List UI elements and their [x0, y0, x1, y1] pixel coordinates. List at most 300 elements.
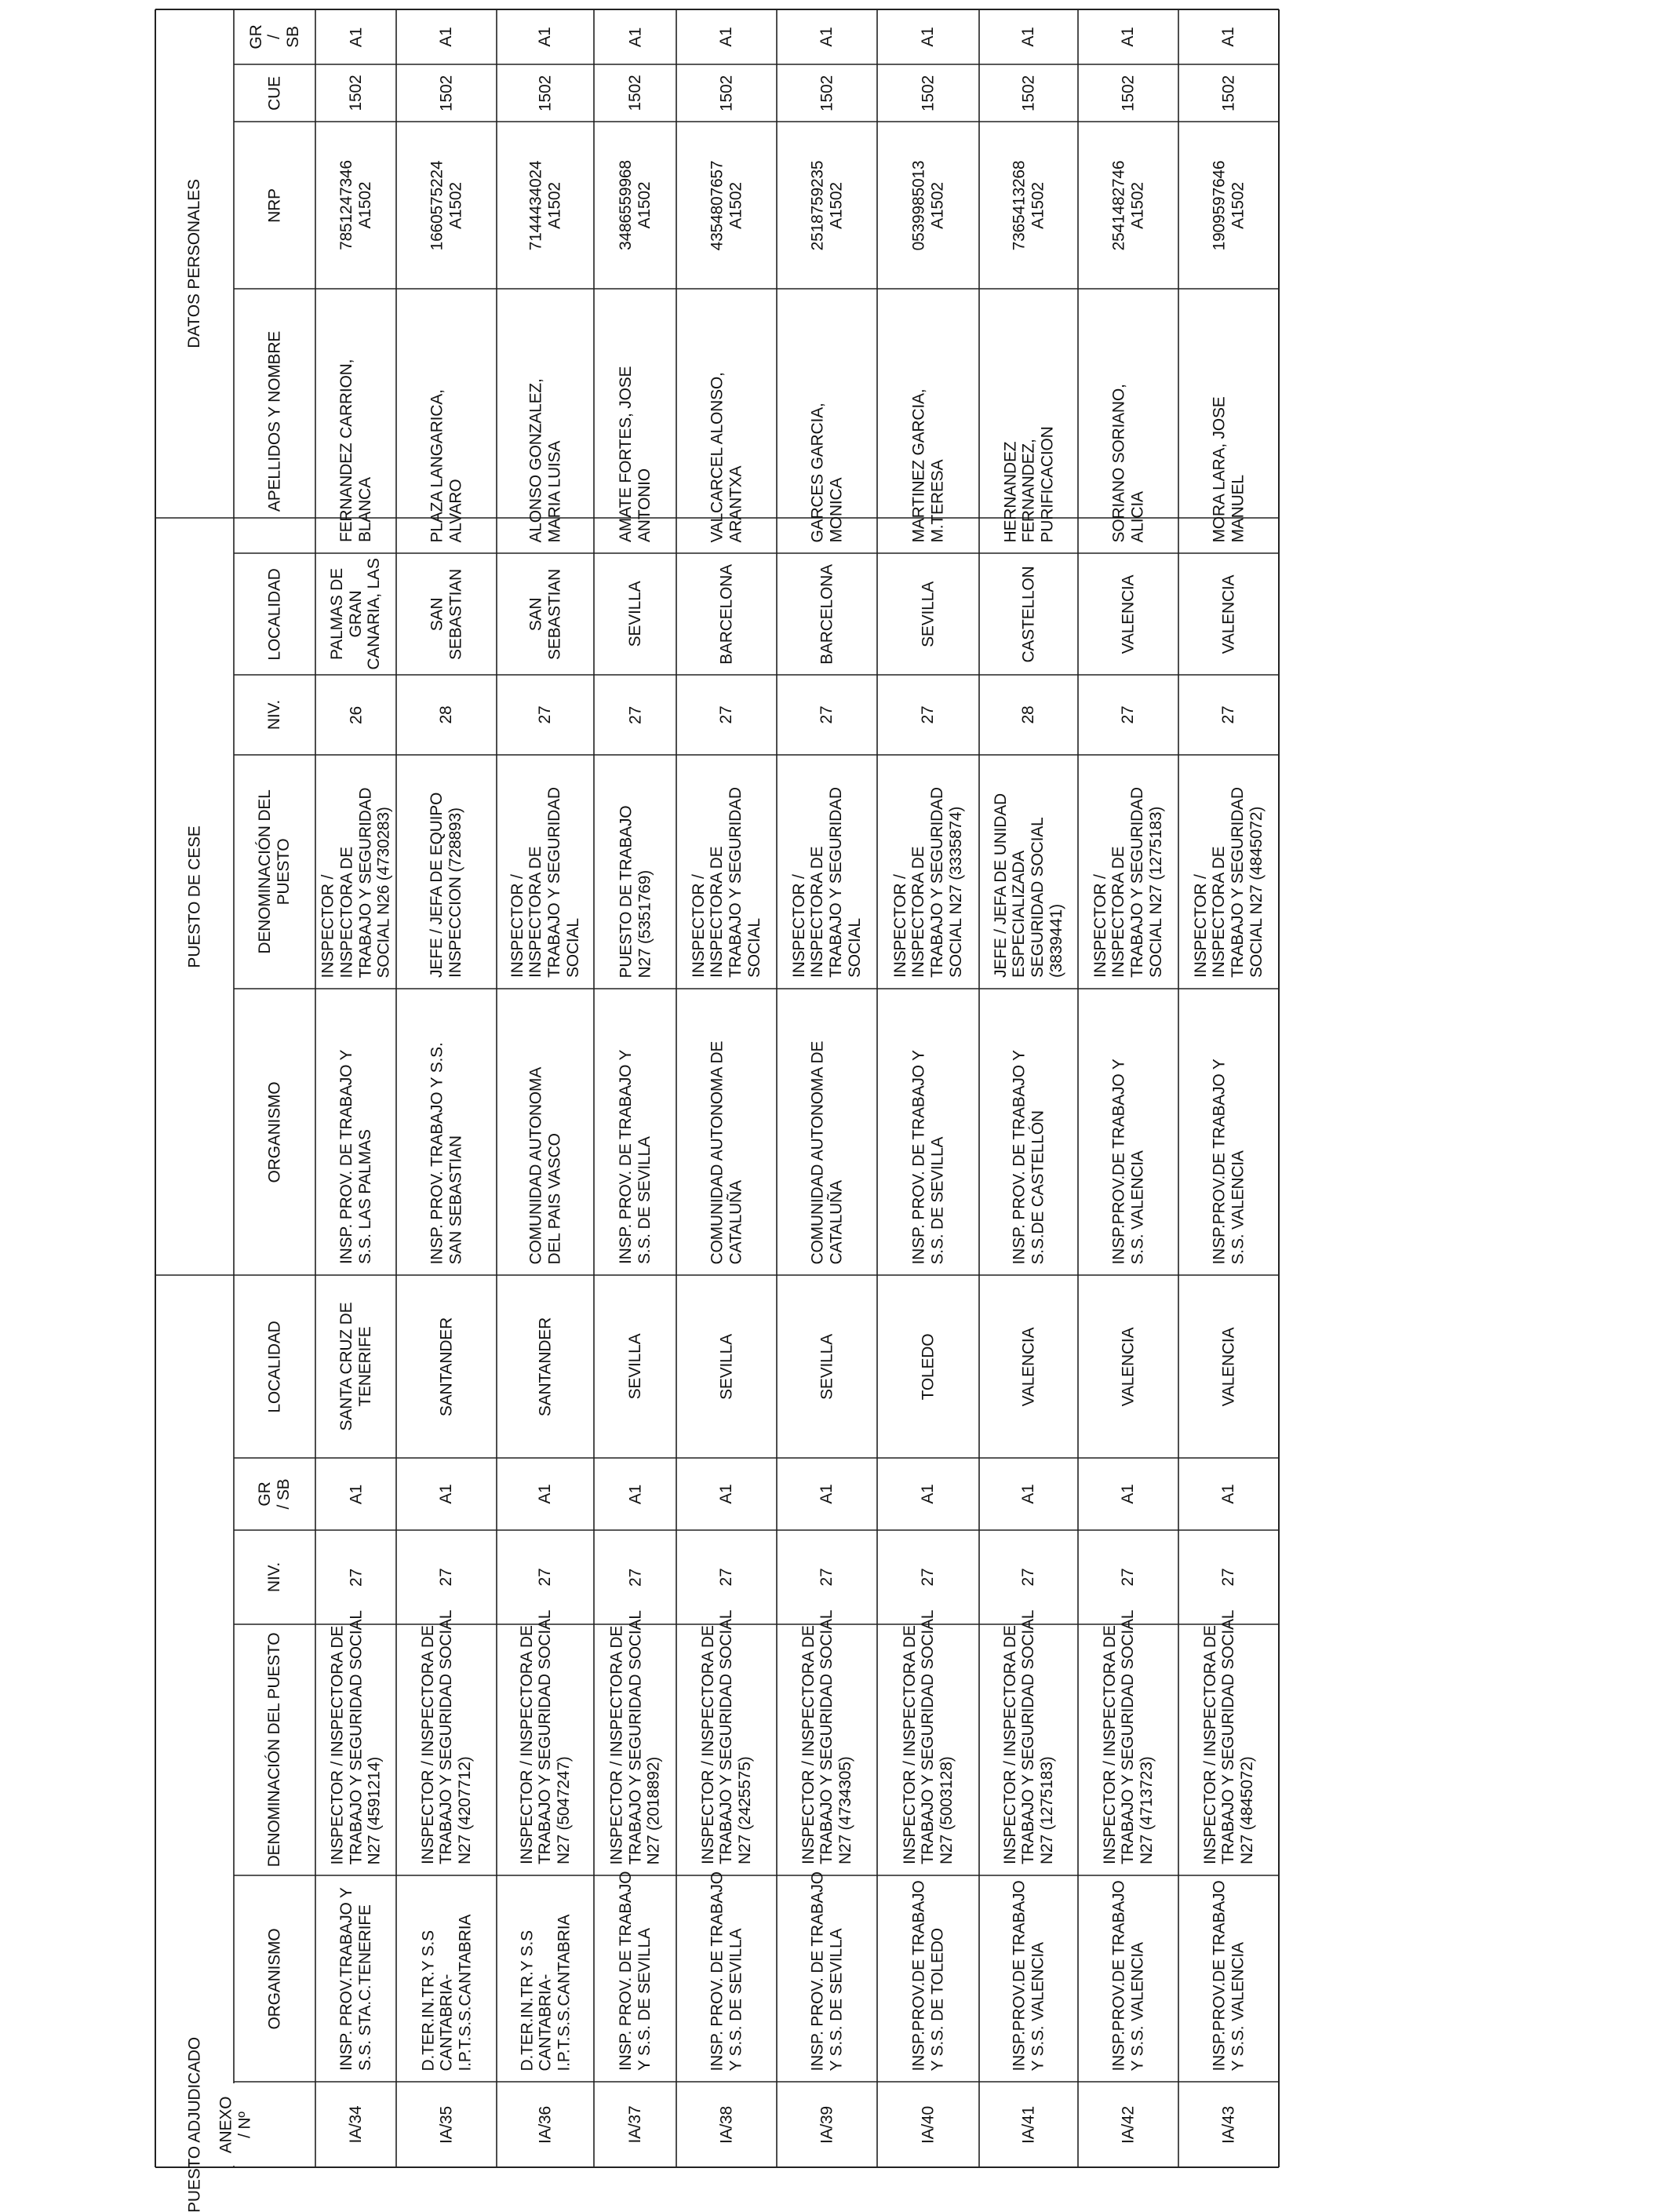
cell-cese-organismo-line: CATALUÑA	[827, 1179, 845, 1264]
cell-cue	[1078, 64, 1178, 122]
cell-adj-denominacion-line: TRABAJO Y SEGURIDAD SOCIAL	[1219, 1609, 1238, 1864]
cell-adj-organismo-line: CANTABRIA-	[437, 1973, 456, 2071]
cell-nrp-line: A1502	[446, 181, 464, 229]
cell-apellidos-line: GARCES GARCIA,	[808, 402, 827, 542]
cell-cese-denominacion-line: SOCIAL	[845, 918, 864, 978]
cell-cese-denominacion-line: INSPECTOR /	[789, 874, 808, 978]
cell-grsb-line: A1	[1219, 27, 1238, 47]
cell-apellidos-line: M.TERESA	[928, 459, 946, 542]
cell-cese-denominacion-line: INSPECTOR /	[890, 874, 909, 978]
cell-adj-denominacion	[315, 1609, 396, 1875]
column-header-cue-line: CUE	[265, 75, 284, 111]
cell-cese-denominacion	[396, 755, 497, 989]
cell-apellidos	[497, 289, 594, 553]
cell-adj-grsb-line: A1	[437, 1484, 456, 1504]
cell-cese-organismo	[676, 989, 777, 1275]
cell-cese-denominacion-line: INSPECTOR /	[689, 874, 708, 978]
cell-adj-niv	[676, 1530, 777, 1624]
cell-cese-niv	[676, 675, 777, 755]
cell-cese-denominacion-line: TRABAJO Y SEGURIDAD	[928, 787, 946, 978]
cell-adj-niv-line: 27	[717, 1568, 736, 1587]
cell-adj-organismo-line: INSP. PROV.TRABAJO Y	[337, 1887, 355, 2071]
cell-cese-denominacion	[979, 755, 1078, 989]
cell-cue	[979, 64, 1078, 122]
cell-cese-localidad-line: VALENCIA	[1219, 574, 1238, 654]
cell-adj-localidad	[497, 1275, 594, 1458]
cell-adj-organismo	[594, 1871, 676, 2082]
cell-adj-denominacion-line: INSPECTOR / INSPECTORA DE	[607, 1625, 626, 1864]
cell-cese-denominacion-line: INSPECTOR /	[319, 874, 337, 978]
cell-cese-localidad-line: SEBASTIAN	[446, 568, 464, 660]
cell-adj-grsb	[1078, 1458, 1178, 1530]
cell-cese-denominacion	[1178, 755, 1279, 989]
cell-adj-localidad	[315, 1275, 396, 1458]
cell-cese-organismo-line: INSP. PROV. DE TRABAJO Y	[909, 1049, 928, 1264]
cell-adj-niv-line: 27	[1119, 1568, 1138, 1587]
cell-nrp	[396, 122, 497, 289]
cell-cese-denominacion-line: SOCIAL N27 (3335874)	[946, 806, 965, 978]
cell-adj-organismo-line: D.TER.IN.TR.Y S.S	[418, 1930, 437, 2071]
cell-cese-denominacion-line: SOCIAL N27 (4845072)	[1247, 806, 1266, 978]
cell-adj-localidad	[777, 1275, 877, 1458]
cell-apellidos-line: FERNANDEZ,	[1019, 438, 1038, 542]
cell-adj-localidad-line: SANTA CRUZ DE	[337, 1302, 355, 1431]
cell-cese-denominacion-line: N27 (5351769)	[635, 869, 654, 978]
cell-adj-denominacion-line: TRABAJO Y SEGURIDAD SOCIAL	[717, 1609, 736, 1864]
cell-nrp-line: 1660575224	[428, 160, 446, 250]
cell-adj-grsb	[979, 1458, 1078, 1530]
cell-adj-grsb	[777, 1458, 877, 1530]
cell-adj-denominacion-line: N27 (4207712)	[455, 1756, 474, 1864]
column-header-adj-localidad-line: LOCALIDAD	[265, 1320, 284, 1413]
cell-nrp	[1178, 122, 1279, 289]
cell-nrp-line: 7365413268	[1010, 160, 1029, 250]
cell-cese-organismo-line: INSP. PROV. TRABAJO Y S.S.	[428, 1041, 446, 1264]
column-header-anexo-line: ANEXO	[217, 2096, 235, 2153]
cell-adj-denominacion	[396, 1609, 497, 1875]
cell-anexo-line: IA/36	[536, 2105, 555, 2144]
cell-cue-line: 1502	[536, 75, 555, 111]
cell-cese-organismo-line: INSP. PROV. DE TRABAJO Y	[1010, 1049, 1029, 1264]
cell-cese-niv	[1178, 675, 1279, 755]
cell-grsb-line: A1	[536, 27, 555, 47]
cell-nrp-line: A1502	[727, 181, 745, 229]
cell-cue-line: 1502	[1219, 75, 1238, 111]
cell-cese-niv	[777, 675, 877, 755]
cell-cese-organismo-line: INSP.PROV.DE TRABAJO Y	[1109, 1058, 1128, 1264]
cell-adj-denominacion-line: INSPECTOR / INSPECTORA DE	[517, 1625, 536, 1864]
cell-adj-niv-line: 27	[1019, 1568, 1038, 1587]
cell-adj-localidad	[594, 1275, 676, 1458]
cell-adj-niv-line: 27	[818, 1568, 836, 1587]
cell-cese-denominacion-line: INSPECTORA DE	[337, 846, 355, 978]
cell-cese-denominacion-line: (3839441)	[1047, 904, 1065, 978]
cell-grsb-line: A1	[346, 27, 365, 47]
group-header-cese	[155, 518, 234, 1275]
column-header-adj-denominacion-line: DENOMINACIÓN DEL PUESTO	[265, 1632, 284, 1868]
column-header-cese-localidad	[234, 553, 315, 675]
cell-cese-organismo-line: DEL PAIS VASCO	[545, 1132, 563, 1264]
cell-apellidos-line: VALCARCEL ALONSO,	[708, 371, 727, 542]
cell-adj-organismo-line: INSP. PROV. DE TRABAJO	[808, 1871, 827, 2071]
cell-adj-localidad-line: VALENCIA	[1019, 1327, 1038, 1406]
cell-cese-denominacion	[676, 755, 777, 989]
cell-cese-denominacion-line: SEGURIDAD SOCIAL	[1029, 817, 1047, 978]
cell-adj-grsb-line: A1	[536, 1484, 555, 1504]
cell-adj-localidad	[877, 1275, 979, 1458]
cell-adj-localidad-line: TOLEDO	[919, 1333, 938, 1400]
cell-adj-niv-line: 27	[625, 1568, 644, 1587]
cell-cese-niv-line: 28	[1019, 705, 1038, 724]
cell-apellidos-line: ARANTXA	[727, 465, 745, 542]
cell-grsb-line: A1	[1119, 27, 1138, 47]
cell-cese-organismo	[1078, 989, 1178, 1275]
cell-adj-organismo-line: Y S.S. VALENCIA	[1229, 1941, 1247, 2071]
cell-cese-denominacion-line: TRABAJO Y SEGURIDAD	[727, 787, 745, 978]
cell-cese-denominacion-line: TRABAJO Y SEGURIDAD	[1229, 787, 1247, 978]
cell-adj-grsb-line: A1	[919, 1484, 938, 1504]
cell-nrp-line: A1502	[1229, 181, 1247, 229]
cell-cese-localidad-line: BARCELONA	[717, 563, 736, 665]
cell-nrp	[497, 122, 594, 289]
cell-cese-niv-line: 27	[625, 705, 644, 724]
cell-cese-localidad	[497, 553, 594, 675]
cell-adj-denominacion-line: N27 (1275183)	[1037, 1756, 1056, 1864]
cell-anexo-line: IA/34	[346, 2105, 365, 2144]
cell-apellidos-line: HERNANDEZ	[1000, 441, 1019, 542]
cell-cese-niv-line: 28	[437, 705, 456, 724]
cell-cese-denominacion-line: INSPECTORA DE	[909, 846, 928, 978]
cell-nrp	[979, 122, 1078, 289]
cell-anexo-line: IA/43	[1219, 2105, 1238, 2144]
cell-nrp-line: 2518759235	[808, 160, 827, 250]
cell-adj-grsb-line: A1	[1219, 1484, 1238, 1504]
cell-adj-niv	[877, 1530, 979, 1624]
cell-cese-organismo	[877, 989, 979, 1275]
cell-grsb	[979, 9, 1078, 64]
cell-adj-niv-line: 27	[437, 1568, 456, 1587]
cell-cese-organismo-line: CATALUÑA	[727, 1179, 745, 1264]
cell-cese-denominacion-line: TRABAJO Y SEGURIDAD	[827, 787, 845, 978]
column-header-adj-grsb-line: / SB	[275, 1478, 293, 1510]
cell-anexo	[877, 2082, 979, 2167]
cell-adj-grsb-line: A1	[1019, 1484, 1038, 1504]
cell-apellidos	[594, 289, 676, 553]
cell-cese-organismo-line: S.S. DE SEVILLA	[635, 1136, 654, 1264]
cell-adj-grsb	[594, 1458, 676, 1530]
cell-nrp-line: A1502	[1029, 181, 1047, 229]
cell-cese-niv-line: 26	[346, 705, 365, 724]
cell-adj-denominacion-line: INSPECTOR / INSPECTORA DE	[799, 1625, 818, 1864]
cell-nrp-line: A1502	[635, 181, 654, 229]
cell-cue-line: 1502	[346, 75, 365, 111]
cell-grsb	[497, 9, 594, 64]
cell-cese-denominacion-line: INSPECTORA DE	[708, 846, 727, 978]
cell-cese-organismo-line: SAN SEBASTIAN	[446, 1135, 464, 1264]
cell-anexo-line: IA/38	[717, 2105, 736, 2144]
cell-cese-organismo	[315, 989, 396, 1275]
cell-cue-line: 1502	[625, 75, 644, 111]
cell-cese-localidad-line: SAN	[428, 597, 446, 631]
cell-grsb-line: A1	[919, 27, 938, 47]
cell-anexo	[1078, 2082, 1178, 2167]
cell-adj-denominacion-line: N27 (4713723)	[1137, 1756, 1156, 1864]
cell-apellidos-line: FERNANDEZ CARRION,	[337, 359, 355, 542]
column-header-adj-niv	[234, 1530, 315, 1624]
column-header-cese-localidad-line: LOCALIDAD	[265, 567, 284, 661]
column-header-cese-denominacion	[234, 755, 315, 989]
cell-adj-localidad-line: SANTANDER	[437, 1317, 456, 1416]
cell-apellidos-line: AMATE FORTES, JOSE	[616, 366, 635, 542]
cell-adj-denominacion-line: TRABAJO Y SEGURIDAD SOCIAL	[1019, 1609, 1038, 1864]
cell-cese-denominacion	[877, 755, 979, 989]
cell-cue	[594, 64, 676, 122]
cell-cese-organismo-line: S.S.DE CASTELLÓN	[1029, 1110, 1047, 1264]
cell-nrp-line: 1909597646	[1210, 160, 1229, 250]
cell-apellidos-line: MARTINEZ GARCIA,	[909, 388, 928, 542]
cell-adj-niv	[777, 1530, 877, 1624]
column-header-nrp	[234, 122, 315, 289]
column-header-grsb-line: SB	[283, 26, 302, 48]
cell-adj-grsb-line: A1	[1119, 1484, 1138, 1504]
cell-adj-grsb	[676, 1458, 777, 1530]
cell-adj-localidad-line: VALENCIA	[1219, 1327, 1238, 1406]
cell-cese-localidad	[877, 553, 979, 675]
cell-adj-grsb	[315, 1458, 396, 1530]
cell-grsb-line: A1	[437, 27, 456, 47]
cell-adj-organismo	[1078, 1875, 1178, 2082]
cell-cese-localidad-line: SEBASTIAN	[545, 568, 563, 660]
cell-adj-denominacion-line: INSPECTOR / INSPECTORA DE	[1000, 1625, 1019, 1864]
cell-apellidos	[315, 289, 396, 553]
cell-cue	[315, 64, 396, 122]
cell-anexo	[315, 2082, 396, 2167]
column-header-adj-localidad	[234, 1275, 315, 1458]
cell-anexo-line: IA/35	[437, 2105, 456, 2144]
cell-adj-denominacion	[1178, 1609, 1279, 1875]
cell-anexo-line: IA/40	[919, 2105, 938, 2144]
cell-adj-denominacion-line: N27 (5003128)	[937, 1756, 956, 1864]
cell-adj-localidad-line: SEVILLA	[717, 1333, 736, 1400]
cell-cese-localidad-line: SEVILLA	[625, 581, 644, 647]
cell-grsb	[1078, 9, 1178, 64]
cell-adj-denominacion-line: INSPECTOR / INSPECTORA DE	[1200, 1625, 1219, 1864]
cell-adj-denominacion-line: INSPECTOR / INSPECTORA DE	[328, 1625, 347, 1864]
cell-cese-denominacion-line: INSPECTORA DE	[1109, 846, 1128, 978]
cell-adj-denominacion-line: N27 (4734305)	[836, 1756, 854, 1864]
cell-nrp	[1078, 122, 1178, 289]
cell-apellidos-line: BLANCA	[355, 477, 374, 542]
cell-adj-organismo-line: CANTABRIA-	[536, 1973, 555, 2071]
cell-apellidos-line: MONICA	[827, 477, 845, 542]
cell-cese-organismo	[497, 989, 594, 1275]
cell-nrp-line: 2541482746	[1109, 160, 1128, 250]
column-header-cese-organismo-line: ORGANISMO	[265, 1081, 284, 1183]
cell-adj-niv	[594, 1530, 676, 1624]
cell-adj-organismo-line: Y S.S. DE TOLEDO	[928, 1927, 946, 2071]
group-header-adjudicado-line: PUESTO ADJUDICADO	[185, 2036, 204, 2212]
cell-adj-denominacion-line: N27 (5047247)	[554, 1756, 573, 1864]
cell-adj-organismo-line: Y S.S. DE SEVILLA	[827, 1928, 845, 2071]
cell-apellidos	[676, 289, 777, 553]
cell-adj-organismo	[315, 1875, 396, 2082]
cell-adj-denominacion-line: INSPECTOR / INSPECTORA DE	[1100, 1625, 1119, 1864]
cell-adj-grsb	[1178, 1458, 1279, 1530]
cell-adj-denominacion	[497, 1609, 594, 1875]
cell-adj-denominacion-line: TRABAJO Y SEGURIDAD SOCIAL	[919, 1609, 938, 1864]
column-header-grsb	[234, 9, 315, 64]
cell-adj-organismo	[497, 1875, 594, 2082]
cell-adj-organismo-line: S.S. STA.C.TENERIFE	[355, 1904, 374, 2071]
cell-cese-localidad	[1078, 553, 1178, 675]
cell-cese-denominacion-line: ESPECIALIZADA	[1010, 851, 1029, 978]
cell-adj-niv-line: 27	[536, 1568, 555, 1587]
cell-apellidos	[877, 289, 979, 553]
cell-adj-localidad-line: TENERIFE	[355, 1326, 374, 1407]
column-header-cue	[234, 64, 315, 122]
column-header-adj-organismo-line: ORGANISMO	[265, 1928, 284, 2029]
cell-adj-organismo-line: Y S.S. DE SEVILLA	[727, 1928, 745, 2071]
cell-adj-organismo-line: I.P.T.S.S.CANTABRIA	[455, 1914, 474, 2071]
cell-apellidos	[1078, 289, 1178, 553]
cell-cue-line: 1502	[717, 75, 736, 111]
cell-cese-niv-line: 27	[1219, 705, 1238, 724]
cell-adj-niv-line: 27	[346, 1568, 365, 1587]
cell-apellidos	[1178, 289, 1279, 553]
cell-apellidos-line: ALONSO GONZALEZ,	[526, 377, 545, 542]
cell-cue-line: 1502	[1119, 75, 1138, 111]
cell-adj-localidad	[979, 1275, 1078, 1458]
column-header-grsb-line: GR	[246, 24, 265, 49]
cell-cue-line: 1502	[818, 75, 836, 111]
cell-cese-organismo-line: S.S. VALENCIA	[1128, 1150, 1146, 1264]
cell-adj-localidad-line: SANTANDER	[536, 1317, 555, 1416]
cell-cese-denominacion-line: JEFE / JEFA DE UNIDAD	[991, 793, 1010, 978]
cell-cese-localidad-line: BARCELONA	[818, 563, 836, 665]
cell-anexo	[1178, 2082, 1279, 2167]
cell-cese-niv	[979, 675, 1078, 755]
cell-adj-grsb-line: A1	[818, 1484, 836, 1504]
cell-cese-denominacion-line: SOCIAL	[563, 918, 582, 978]
cell-adj-denominacion-line: INSPECTOR / INSPECTORA DE	[900, 1625, 919, 1864]
cell-adj-denominacion	[877, 1609, 979, 1875]
column-header-adj-denominacion	[234, 1624, 315, 1875]
cell-adj-denominacion-line: TRABAJO Y SEGURIDAD SOCIAL	[818, 1609, 836, 1864]
cell-adj-denominacion-line: INSPECTOR / INSPECTORA DE	[698, 1625, 717, 1864]
column-header-cese-denominacion-line: PUESTO	[275, 838, 293, 906]
column-header-cese-niv-line: NIV.	[265, 699, 284, 731]
cell-cese-localidad	[777, 553, 877, 675]
cell-cese-denominacion-line: TRABAJO Y SEGURIDAD	[355, 787, 374, 978]
cell-apellidos-line: MANUEL	[1229, 474, 1247, 542]
column-header-adj-grsb-line: GR	[256, 1481, 275, 1507]
cell-cese-denominacion-line: INSPECTOR /	[1091, 874, 1109, 978]
cell-grsb	[315, 9, 396, 64]
cell-adj-grsb-line: A1	[346, 1484, 365, 1504]
cell-cese-niv	[877, 675, 979, 755]
cell-grsb	[594, 9, 676, 64]
cell-cese-localidad-line: GRAN	[346, 590, 365, 638]
column-header-apellidos	[234, 289, 315, 553]
cell-cese-localidad	[979, 553, 1078, 675]
cell-adj-organismo	[396, 1875, 497, 2082]
cell-adj-organismo-line: INSP. PROV. DE TRABAJO	[616, 1871, 635, 2071]
cell-cue-line: 1502	[919, 75, 938, 111]
cell-apellidos-line: MARIA LUISA	[545, 440, 563, 542]
cell-nrp-line: 7851247346	[337, 160, 355, 250]
cell-apellidos-line: ANTONIO	[635, 468, 654, 542]
cell-apellidos	[396, 289, 497, 553]
cell-cese-niv	[396, 675, 497, 755]
cell-cese-localidad-line: SAN	[526, 597, 545, 631]
cell-adj-organismo	[979, 1875, 1078, 2082]
cell-nrp-line: 3486559968	[616, 160, 635, 250]
cell-nrp-line: 4354807657	[708, 160, 727, 250]
cell-nrp	[315, 122, 396, 289]
cell-anexo	[497, 2082, 594, 2167]
cell-cue	[676, 64, 777, 122]
cell-cese-niv	[497, 675, 594, 755]
cell-cese-localidad-line: CASTELLON	[1019, 565, 1038, 663]
cell-cese-localidad	[1178, 553, 1279, 675]
cell-nrp-line: A1502	[827, 181, 845, 229]
cell-cese-denominacion	[497, 755, 594, 989]
cell-cese-organismo-line: S.S. LAS PALMAS	[355, 1129, 374, 1264]
cell-adj-denominacion-line: N27 (2425575)	[735, 1756, 754, 1864]
cell-adj-organismo-line: INSP. PROV. DE TRABAJO	[708, 1871, 727, 2071]
cell-grsb-line: A1	[717, 27, 736, 47]
cell-cese-denominacion-line: JEFE / JEFA DE EQUIPO	[428, 792, 446, 978]
cell-cue	[396, 64, 497, 122]
cell-cese-localidad-line: PALMAS DE	[328, 568, 347, 660]
cell-cese-organismo-line: COMUNIDAD AUTONOMA DE	[708, 1040, 727, 1264]
cell-cese-denominacion-line: INSPECTORA DE	[808, 846, 827, 978]
cell-nrp-line: A1502	[545, 181, 563, 229]
cell-adj-organismo-line: INSP.PROV.DE TRABAJO	[1010, 1879, 1029, 2071]
cell-adj-organismo-line: INSP.PROV.DE TRABAJO	[909, 1879, 928, 2071]
cell-adj-localidad	[676, 1275, 777, 1458]
cell-grsb-line: A1	[625, 27, 644, 47]
column-header-anexo-line: / Nº	[235, 2111, 253, 2138]
cell-cese-denominacion	[1078, 755, 1178, 989]
cell-nrp-line: A1502	[1128, 181, 1146, 229]
cell-adj-organismo-line: Y S.S. VALENCIA	[1128, 1941, 1146, 2071]
cell-cese-denominacion-line: INSPECTORA DE	[526, 846, 545, 978]
column-header-cese-organismo	[234, 989, 315, 1275]
cell-anexo	[979, 2082, 1078, 2167]
cell-adj-organismo-line: I.P.T.S.S.CANTABRIA	[554, 1914, 573, 2071]
column-header-adj-niv-line: NIV.	[265, 1562, 284, 1593]
cell-cese-localidad	[594, 553, 676, 675]
cell-adj-niv	[497, 1530, 594, 1624]
cell-cese-niv-line: 27	[1119, 705, 1138, 724]
cell-cese-niv	[315, 675, 396, 755]
cell-nrp-line: 7144434024	[526, 160, 545, 250]
cell-cese-organismo-line: INSP.PROV.DE TRABAJO Y	[1210, 1058, 1229, 1264]
cell-cese-denominacion-line: INSPECCION (728893)	[446, 807, 464, 978]
cell-cese-localidad	[676, 553, 777, 675]
column-header-cese-denominacion-line: DENOMINACIÓN DEL	[256, 789, 275, 954]
cell-cese-organismo	[979, 989, 1078, 1275]
cell-anexo	[594, 2082, 676, 2167]
cell-grsb	[777, 9, 877, 64]
cell-adj-denominacion-line: INSPECTOR / INSPECTORA DE	[418, 1625, 437, 1864]
cell-anexo	[396, 2082, 497, 2167]
group-header-personales	[155, 9, 234, 518]
cell-adj-denominacion-line: N27 (4845072)	[1237, 1756, 1256, 1864]
cell-cese-denominacion-line: SOCIAL N26 (4730283)	[374, 806, 393, 978]
cell-adj-denominacion	[676, 1609, 777, 1875]
